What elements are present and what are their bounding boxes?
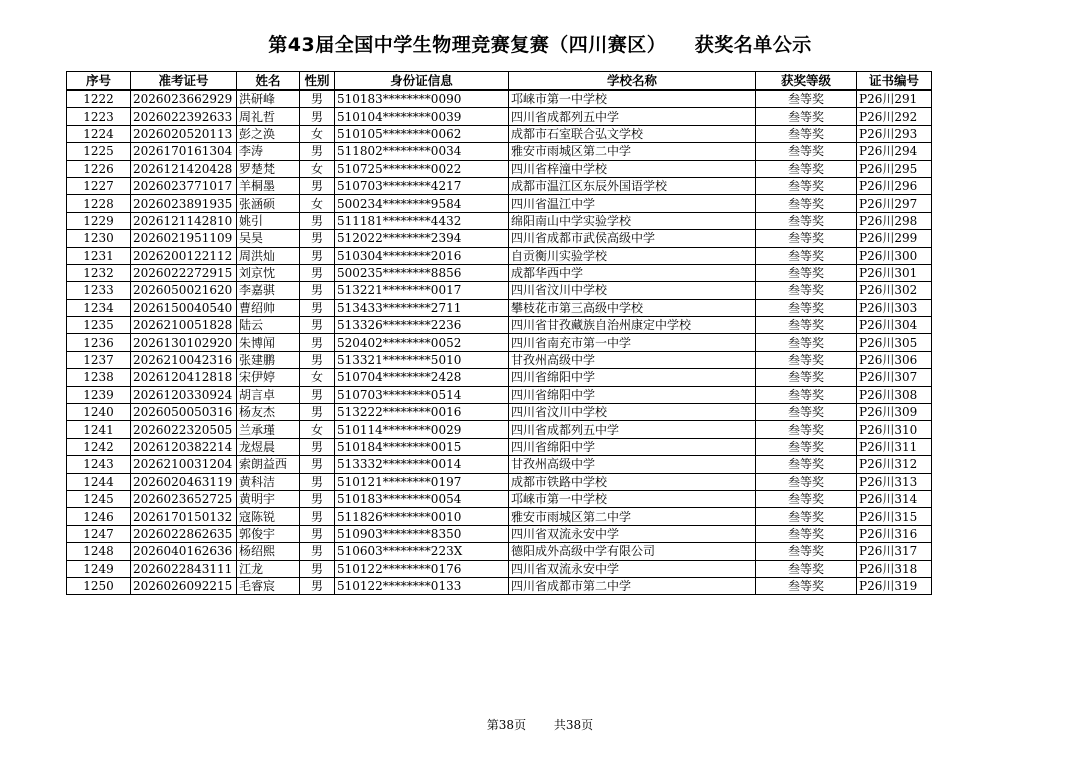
cell-school: 雅安市雨城区第二中学 [509, 143, 756, 160]
cell-school: 四川省甘孜藏族自治州康定中学校 [509, 317, 756, 334]
cell-exam-id: 2026020520113 [131, 125, 237, 142]
cell-award-level: 叁等奖 [756, 386, 857, 403]
cell-id-card: 510703********4217 [335, 177, 509, 194]
cell-id-card: 500234********9584 [335, 195, 509, 212]
cell-gender: 男 [300, 143, 335, 160]
cell-exam-id: 2026170150132 [131, 508, 237, 525]
cell-exam-id: 2026023771017 [131, 177, 237, 194]
cell-award-level: 叁等奖 [756, 125, 857, 142]
cell-index: 1229 [67, 212, 131, 229]
table-row [67, 90, 932, 108]
cell-id-card: 510725********0022 [335, 160, 509, 177]
cell-id-card: 511802********0034 [335, 143, 509, 160]
cell-school: 成都市铁路中学校 [509, 473, 756, 490]
cell-name: 曹绍帅 [237, 299, 300, 316]
page-number: 第38页 [486, 718, 527, 732]
table-row [67, 438, 932, 455]
cell-school: 四川省绵阳中学 [509, 386, 756, 403]
cell-certificate: P26川319 [857, 577, 932, 594]
cell-school: 四川省温江中学 [509, 195, 756, 212]
cell-id-card: 513332********0014 [335, 456, 509, 473]
cell-name: 刘京忱 [237, 264, 300, 281]
cell-certificate: P26川305 [857, 334, 932, 351]
cell-id-card: 510603********223X [335, 543, 509, 560]
cell-award-level: 叁等奖 [756, 264, 857, 281]
cell-id-card: 520402********0052 [335, 334, 509, 351]
cell-exam-id: 2026050021620 [131, 282, 237, 299]
table-row [67, 230, 932, 247]
cell-index: 1241 [67, 421, 131, 438]
cell-name: 张建鹏 [237, 351, 300, 368]
cell-index: 1240 [67, 404, 131, 421]
cell-gender: 男 [300, 386, 335, 403]
cell-id-card: 513433********2711 [335, 299, 509, 316]
cell-gender: 男 [300, 212, 335, 229]
cell-index: 1222 [67, 90, 131, 108]
cell-gender: 女 [300, 195, 335, 212]
cell-school: 邛崃市第一中学校 [509, 490, 756, 507]
cell-certificate: P26川304 [857, 317, 932, 334]
cell-award-level: 叁等奖 [756, 543, 857, 560]
cell-name: 杨绍熙 [237, 543, 300, 560]
cell-id-card: 510703********0514 [335, 386, 509, 403]
cell-school: 绵阳南山中学实验学校 [509, 212, 756, 229]
cell-certificate: P26川312 [857, 456, 932, 473]
cell-id-card: 513326********2236 [335, 317, 509, 334]
cell-gender: 男 [300, 560, 335, 577]
cell-award-level: 叁等奖 [756, 456, 857, 473]
cell-index: 1235 [67, 317, 131, 334]
cell-exam-id: 2026023891935 [131, 195, 237, 212]
cell-certificate: P26川316 [857, 525, 932, 542]
cell-exam-id: 2026210031204 [131, 456, 237, 473]
cell-school: 四川省成都市武侯高级中学 [509, 230, 756, 247]
cell-certificate: P26川318 [857, 560, 932, 577]
header-col-index: 序号 [67, 72, 131, 91]
cell-index: 1234 [67, 299, 131, 316]
cell-id-card: 513221********0017 [335, 282, 509, 299]
cell-id-card: 510122********0133 [335, 577, 509, 594]
cell-id-card: 510304********2016 [335, 247, 509, 264]
cell-index: 1227 [67, 177, 131, 194]
cell-exam-id: 2026050050316 [131, 404, 237, 421]
cell-id-card: 510121********0197 [335, 473, 509, 490]
cell-name: 索朗益西 [237, 456, 300, 473]
cell-certificate: P26川291 [857, 90, 932, 108]
cell-exam-id: 2026020463119 [131, 473, 237, 490]
cell-exam-id: 2026120330924 [131, 386, 237, 403]
cell-school: 四川省绵阳中学 [509, 369, 756, 386]
cell-index: 1233 [67, 282, 131, 299]
cell-award-level: 叁等奖 [756, 230, 857, 247]
cell-name: 周礼哲 [237, 108, 300, 125]
cell-id-card: 510184********0015 [335, 438, 509, 455]
cell-gender: 男 [300, 404, 335, 421]
cell-certificate: P26川309 [857, 404, 932, 421]
cell-certificate: P26川294 [857, 143, 932, 160]
cell-school: 四川省绵阳中学 [509, 438, 756, 455]
table-row [67, 282, 932, 299]
cell-award-level: 叁等奖 [756, 160, 857, 177]
cell-gender: 男 [300, 282, 335, 299]
cell-school: 邛崃市第一中学校 [509, 90, 756, 108]
table-row [67, 577, 932, 594]
cell-certificate: P26川308 [857, 386, 932, 403]
cell-gender: 男 [300, 230, 335, 247]
cell-award-level: 叁等奖 [756, 508, 857, 525]
cell-gender: 男 [300, 108, 335, 125]
cell-id-card: 511826********0010 [335, 508, 509, 525]
cell-award-level: 叁等奖 [756, 195, 857, 212]
cell-index: 1239 [67, 386, 131, 403]
cell-index: 1231 [67, 247, 131, 264]
cell-gender: 男 [300, 264, 335, 281]
cell-certificate: P26川306 [857, 351, 932, 368]
table-row [67, 125, 932, 142]
cell-index: 1232 [67, 264, 131, 281]
cell-name: 兰承瑾 [237, 421, 300, 438]
header-col-name: 姓名 [237, 72, 300, 91]
cell-certificate: P26川315 [857, 508, 932, 525]
cell-name: 李嘉骐 [237, 282, 300, 299]
cell-name: 江龙 [237, 560, 300, 577]
cell-id-card: 513321********5010 [335, 351, 509, 368]
cell-exam-id: 2026121420428 [131, 160, 237, 177]
cell-school: 成都华西中学 [509, 264, 756, 281]
cell-certificate: P26川297 [857, 195, 932, 212]
cell-exam-id: 2026021951109 [131, 230, 237, 247]
cell-index: 1230 [67, 230, 131, 247]
cell-award-level: 叁等奖 [756, 177, 857, 194]
cell-school: 四川省成都列五中学 [509, 421, 756, 438]
cell-gender: 男 [300, 438, 335, 455]
table-row [67, 212, 932, 229]
cell-school: 雅安市雨城区第二中学 [509, 508, 756, 525]
cell-award-level: 叁等奖 [756, 317, 857, 334]
cell-award-level: 叁等奖 [756, 299, 857, 316]
cell-school: 四川省成都市第二中学 [509, 577, 756, 594]
cell-name: 毛睿宸 [237, 577, 300, 594]
page-title: 第43届全国中学生物理竞赛复赛（四川赛区） 获奖名单公示 [268, 34, 812, 56]
cell-school: 德阳成外高级中学有限公司 [509, 543, 756, 560]
cell-id-card: 511181********4432 [335, 212, 509, 229]
table-row [67, 299, 932, 316]
table-row [67, 177, 932, 194]
cell-school: 四川省梓潼中学校 [509, 160, 756, 177]
cell-exam-id: 2026022392633 [131, 108, 237, 125]
cell-name: 杨友杰 [237, 404, 300, 421]
cell-index: 1246 [67, 508, 131, 525]
table-row [67, 143, 932, 160]
cell-index: 1243 [67, 456, 131, 473]
cell-name: 龙煜晨 [237, 438, 300, 455]
cell-name: 罗楚梵 [237, 160, 300, 177]
cell-exam-id: 2026210042316 [131, 351, 237, 368]
table-row [67, 369, 932, 386]
cell-id-card: 500235********8856 [335, 264, 509, 281]
cell-certificate: P26川293 [857, 125, 932, 142]
cell-certificate: P26川310 [857, 421, 932, 438]
cell-award-level: 叁等奖 [756, 438, 857, 455]
cell-index: 1228 [67, 195, 131, 212]
table-row [67, 560, 932, 577]
cell-index: 1248 [67, 543, 131, 560]
cell-gender: 男 [300, 490, 335, 507]
cell-name: 姚引 [237, 212, 300, 229]
header-col-award-level: 获奖等级 [756, 72, 857, 91]
cell-gender: 女 [300, 369, 335, 386]
cell-award-level: 叁等奖 [756, 334, 857, 351]
table-row [67, 490, 932, 507]
cell-exam-id: 2026210051828 [131, 317, 237, 334]
cell-gender: 女 [300, 160, 335, 177]
cell-id-card: 510183********0090 [335, 90, 509, 108]
cell-award-level: 叁等奖 [756, 282, 857, 299]
cell-school: 四川省汶川中学校 [509, 404, 756, 421]
cell-index: 1224 [67, 125, 131, 142]
cell-award-level: 叁等奖 [756, 421, 857, 438]
cell-id-card: 512022********2394 [335, 230, 509, 247]
cell-school: 自贡衡川实验学校 [509, 247, 756, 264]
cell-index: 1242 [67, 438, 131, 455]
cell-school: 成都市石室联合弘文学校 [509, 125, 756, 142]
cell-name: 洪研峰 [237, 90, 300, 108]
cell-exam-id: 2026023662929 [131, 90, 237, 108]
table-row [67, 108, 932, 125]
table-row [67, 247, 932, 264]
cell-award-level: 叁等奖 [756, 560, 857, 577]
cell-name: 李涛 [237, 143, 300, 160]
cell-certificate: P26川311 [857, 438, 932, 455]
cell-school: 四川省成都列五中学 [509, 108, 756, 125]
header-col-certificate: 证书编号 [857, 72, 932, 91]
cell-exam-id: 2026130102920 [131, 334, 237, 351]
table-row [67, 160, 932, 177]
cell-name: 羊桐墨 [237, 177, 300, 194]
cell-certificate: P26川298 [857, 212, 932, 229]
cell-certificate: P26川295 [857, 160, 932, 177]
cell-award-level: 叁等奖 [756, 108, 857, 125]
table-row [67, 508, 932, 525]
cell-gender: 男 [300, 525, 335, 542]
cell-certificate: P26川313 [857, 473, 932, 490]
table-row [67, 351, 932, 368]
cell-certificate: P26川299 [857, 230, 932, 247]
cell-index: 1223 [67, 108, 131, 125]
cell-name: 郭俊宇 [237, 525, 300, 542]
cell-gender: 男 [300, 456, 335, 473]
cell-gender: 男 [300, 351, 335, 368]
cell-certificate: P26川302 [857, 282, 932, 299]
table-row [67, 334, 932, 351]
cell-exam-id: 2026022862635 [131, 525, 237, 542]
cell-name: 陆云 [237, 317, 300, 334]
cell-id-card: 510903********8350 [335, 525, 509, 542]
table-row [67, 473, 932, 490]
cell-school: 攀枝花市第三高级中学校 [509, 299, 756, 316]
cell-exam-id: 2026121142810 [131, 212, 237, 229]
table-body [67, 90, 932, 595]
cell-gender: 男 [300, 473, 335, 490]
header-col-school: 学校名称 [509, 72, 756, 91]
header-col-id-card: 身份证信息 [335, 72, 509, 91]
cell-school: 四川省南充市第一中学 [509, 334, 756, 351]
cell-exam-id: 2026022272915 [131, 264, 237, 281]
cell-school: 四川省汶川中学校 [509, 282, 756, 299]
page-total: 共38页 [553, 718, 594, 732]
cell-index: 1238 [67, 369, 131, 386]
cell-school: 甘孜州高级中学 [509, 456, 756, 473]
cell-name: 黄明宇 [237, 490, 300, 507]
cell-gender: 男 [300, 90, 335, 108]
table-row [67, 195, 932, 212]
cell-exam-id: 2026022320505 [131, 421, 237, 438]
cell-school: 成都市温江区东辰外国语学校 [509, 177, 756, 194]
cell-name: 张涵硕 [237, 195, 300, 212]
table-row [67, 386, 932, 403]
cell-index: 1236 [67, 334, 131, 351]
cell-index: 1250 [67, 577, 131, 594]
cell-school: 四川省双流永安中学 [509, 525, 756, 542]
cell-certificate: P26川314 [857, 490, 932, 507]
cell-award-level: 叁等奖 [756, 577, 857, 594]
page-footer [0, 716, 1080, 733]
cell-id-card: 510704********2428 [335, 369, 509, 386]
cell-certificate: P26川292 [857, 108, 932, 125]
cell-name: 宋伊婷 [237, 369, 300, 386]
cell-award-level: 叁等奖 [756, 473, 857, 490]
cell-gender: 男 [300, 299, 335, 316]
table-row [67, 264, 932, 281]
cell-gender: 男 [300, 543, 335, 560]
cell-award-level: 叁等奖 [756, 212, 857, 229]
cell-gender: 男 [300, 508, 335, 525]
cell-name: 吴昊 [237, 230, 300, 247]
table-row [67, 456, 932, 473]
cell-award-level: 叁等奖 [756, 351, 857, 368]
cell-id-card: 510105********0062 [335, 125, 509, 142]
table-row [67, 543, 932, 560]
cell-index: 1247 [67, 525, 131, 542]
cell-index: 1226 [67, 160, 131, 177]
cell-exam-id: 2026023652725 [131, 490, 237, 507]
cell-certificate: P26川296 [857, 177, 932, 194]
cell-index: 1245 [67, 490, 131, 507]
cell-exam-id: 2026120412818 [131, 369, 237, 386]
cell-award-level: 叁等奖 [756, 525, 857, 542]
cell-name: 彭之涣 [237, 125, 300, 142]
cell-certificate: P26川317 [857, 543, 932, 560]
cell-name: 朱博闻 [237, 334, 300, 351]
cell-index: 1249 [67, 560, 131, 577]
cell-gender: 女 [300, 125, 335, 142]
header-col-gender: 性别 [300, 72, 335, 91]
cell-name: 黄科洁 [237, 473, 300, 490]
cell-id-card: 513222********0016 [335, 404, 509, 421]
cell-certificate: P26川303 [857, 299, 932, 316]
cell-award-level: 叁等奖 [756, 247, 857, 264]
cell-exam-id: 2026170161304 [131, 143, 237, 160]
cell-name: 寇陈锐 [237, 508, 300, 525]
table-row [67, 317, 932, 334]
header-col-exam-id: 准考证号 [131, 72, 237, 91]
table-header-row [67, 72, 932, 91]
cell-id-card: 510183********0054 [335, 490, 509, 507]
cell-award-level: 叁等奖 [756, 404, 857, 421]
cell-school: 四川省双流永安中学 [509, 560, 756, 577]
cell-gender: 女 [300, 421, 335, 438]
cell-id-card: 510104********0039 [335, 108, 509, 125]
cell-id-card: 510122********0176 [335, 560, 509, 577]
cell-gender: 男 [300, 177, 335, 194]
cell-gender: 男 [300, 334, 335, 351]
cell-exam-id: 2026200122112 [131, 247, 237, 264]
cell-exam-id: 2026150040540 [131, 299, 237, 316]
cell-certificate: P26川301 [857, 264, 932, 281]
table-row [67, 404, 932, 421]
cell-gender: 男 [300, 577, 335, 594]
cell-exam-id: 2026120382214 [131, 438, 237, 455]
cell-exam-id: 2026040162636 [131, 543, 237, 560]
cell-certificate: P26川300 [857, 247, 932, 264]
cell-index: 1237 [67, 351, 131, 368]
cell-exam-id: 2026026092215 [131, 577, 237, 594]
cell-exam-id: 2026022843111 [131, 560, 237, 577]
cell-award-level: 叁等奖 [756, 490, 857, 507]
cell-name: 周洪灿 [237, 247, 300, 264]
cell-award-level: 叁等奖 [756, 90, 857, 108]
cell-name: 胡言卓 [237, 386, 300, 403]
cell-award-level: 叁等奖 [756, 143, 857, 160]
award-table [66, 71, 932, 595]
cell-index: 1244 [67, 473, 131, 490]
cell-school: 甘孜州高级中学 [509, 351, 756, 368]
cell-index: 1225 [67, 143, 131, 160]
cell-certificate: P26川307 [857, 369, 932, 386]
table-row [67, 421, 932, 438]
cell-award-level: 叁等奖 [756, 369, 857, 386]
cell-id-card: 510114********0029 [335, 421, 509, 438]
cell-gender: 男 [300, 317, 335, 334]
table-row [67, 525, 932, 542]
cell-gender: 男 [300, 247, 335, 264]
